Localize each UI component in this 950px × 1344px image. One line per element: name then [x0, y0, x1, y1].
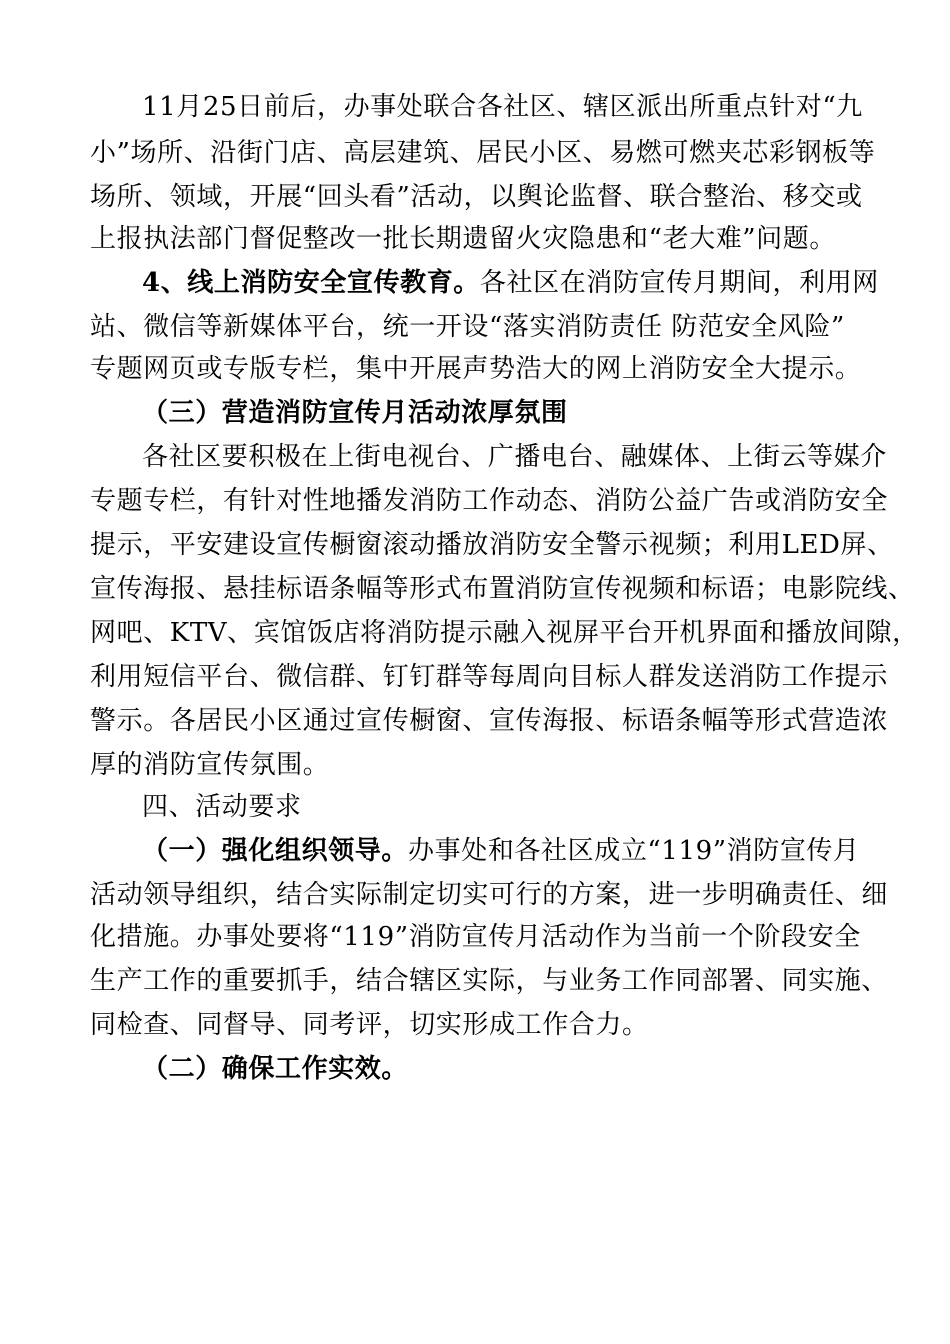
paragraph-line-2: 小”场所、沿街门店、高层建筑、居民小区、易燃可燃夹芯彩钢板等 [90, 138, 876, 168]
paragraph-line-22: 同检查、同督导、同考评，切实形成工作合力。 [90, 1010, 649, 1040]
paragraph-line-15: 警示。各居民小区通过宣传橱窗、宣传海报、标语条幅等形式营造浓 [90, 706, 889, 736]
paragraph-line-21: 生产工作的重要抓手，结合辖区实际，与业务工作同部署、同实施、 [90, 966, 889, 996]
paragraph-line-7: 专题网页或专版专栏，集中开展声势浩大的网上消防安全大提示。 [90, 354, 862, 384]
paragraph-line-20: 化措施。办事处要将“119”消防宣传月活动作为当前一个阶段安全 [90, 922, 861, 952]
subsection-2-heading: （二）确保工作实效。 [142, 1054, 409, 1084]
paragraph-line-6: 站、微信等新媒体平台，统一开设“落实消防责任 防范安全风险” [90, 312, 845, 342]
paragraph-line-9: 各社区要积极在上街电视台、广播电台、融媒体、上街云等媒介 [142, 442, 887, 472]
subsection-1-line [142, 836, 860, 866]
section-4-line [142, 268, 879, 298]
chapter-4-heading: 四、活动要求 [142, 792, 302, 822]
paragraph-line-11: 提示，平安建设宣传橱窗滚动播放消防安全警示视频；利用LED屏、 [90, 530, 894, 560]
section-4-heading: 4、线上消防安全宣传教育。 [142, 268, 480, 298]
paragraph-line-19: 活动领导组织，结合实际制定切实可行的方案，进一步明确责任、细 [90, 880, 889, 910]
subsection-1-text: 办事处和各社区成立“119”消防宣传月 [408, 836, 860, 866]
paragraph-line-16: 厚的消防宣传氛围。 [90, 750, 330, 780]
paragraph-line-13: 网吧、KTV、宾馆饭店将消防提示融入视屏平台开机界面和播放间隙， [90, 618, 919, 648]
paragraph-line-1: 11月25日前后，办事处联合各社区、辖区派出所重点针对“九 [142, 92, 863, 122]
paragraph-line-14: 利用短信平台、微信群、钉钉群等每周向目标人群发送消防工作提示 [90, 662, 889, 692]
paragraph-line-4: 上报执法部门督促整改一批长期遗留火灾隐患和“老大难”问题。 [90, 224, 836, 254]
section-4-text: 各社区在消防宣传月期间，利用网 [479, 268, 879, 298]
section-3-heading: （三）营造消防宣传月活动浓厚氛围 [142, 398, 568, 428]
subsection-1-heading: （一）强化组织领导。 [142, 836, 409, 866]
paragraph-line-3: 场所、领域，开展“回头看”活动，以舆论监督、联合整治、移交或 [90, 182, 863, 212]
paragraph-line-10: 专题专栏，有针对性地播发消防工作动态、消防公益广告或消防安全 [90, 486, 889, 516]
paragraph-line-12: 宣传海报、悬挂标语条幅等形式布置消防宣传视频和标语；电影院线、 [90, 574, 915, 604]
